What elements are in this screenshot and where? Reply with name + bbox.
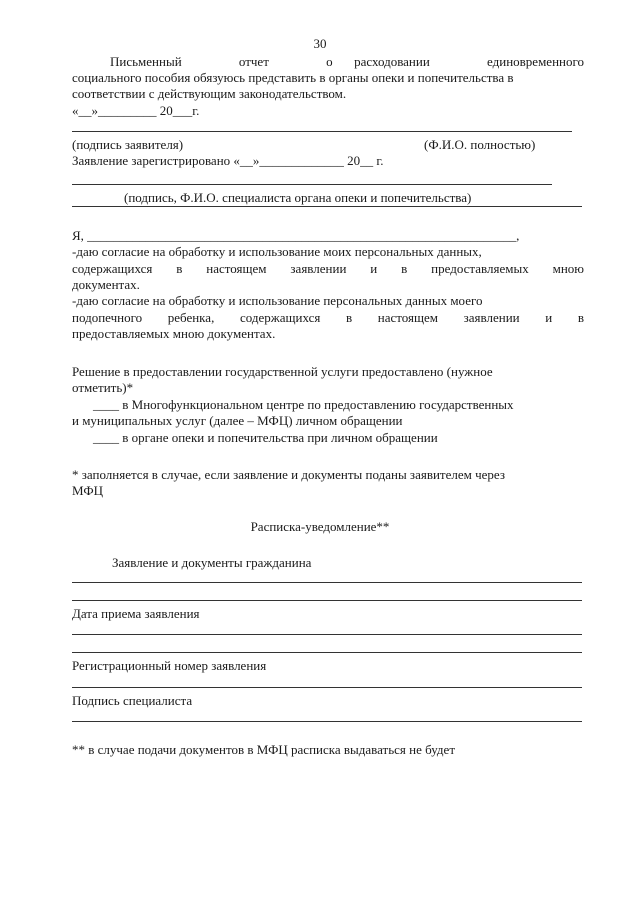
specialist-rule [72, 184, 552, 185]
report-paragraph-line-2: социального пособия обязуюсь представить в органы опеки и попечительства в [72, 70, 514, 85]
report-paragraph-line-3: соответствии с действующим законодательством. [72, 86, 347, 101]
consent-2-line-3: предоставляемых мною документах. [72, 326, 276, 341]
receipt-docs-rule-2 [72, 600, 582, 601]
registered-line: Заявление зарегистрировано «__»_____________ 20__ г. [72, 153, 384, 168]
footnote-1-line-2: МФЦ [72, 483, 104, 498]
report-paragraph-line-1: Письменный отчет о расходовании единовременного [110, 54, 584, 69]
decision-option-guardianship: ____ в органе опеки и попечительства при личном обращении [93, 430, 438, 445]
decision-line-2: отметить)* [72, 380, 134, 395]
consent-2-line-1: -даю согласие на обработку и использование персональных данных моего [72, 293, 483, 308]
consent-1-line-1: -даю согласие на обработку и использование моих персональных данных, [72, 244, 482, 259]
receipt-title: Расписка-уведомление** [250, 519, 390, 534]
report-date-line: «__»_________ 20___г. [72, 103, 200, 118]
decision-option-mfc-line-2: и муниципальных услуг (далее – МФЦ) личном обращении [72, 413, 403, 428]
receipt-sign-rule [72, 721, 582, 722]
consent-2-line-2: подопечного ребенка, содержащихся в настоящем заявлении и в [72, 310, 584, 325]
receipt-reg-rule [72, 687, 582, 688]
decision-option-mfc-line-1: ____ в Многофункциональном центре по предоставлению государственных [93, 397, 514, 412]
consent-start: Я, __________________________________________________________________, [72, 228, 520, 243]
decision-line-1: Решение в предоставлении государственной услуги предоставлено (нужное [72, 364, 493, 379]
receipt-date-rule-2 [72, 652, 582, 653]
page-number: 30 [313, 36, 327, 51]
receipt-reg-label: Регистрационный номер заявления [72, 658, 267, 673]
receipt-date-rule-1 [72, 634, 582, 635]
receipt-docs-rule-1 [72, 582, 582, 583]
footnote-2: ** в случае подачи документов в МФЦ расписка выдаваться не будет [72, 742, 455, 757]
specialist-caption-underline [72, 206, 582, 207]
consent-1-line-3: документах. [72, 277, 140, 292]
footnote-1-line-1: * заполняется в случае, если заявление и документы поданы заявителем через [72, 467, 505, 482]
applicant-signature-caption: (подпись заявителя) [72, 137, 184, 152]
receipt-docs-label: Заявление и документы гражданина [112, 555, 312, 570]
signature-rule [72, 131, 572, 132]
receipt-sign-label: Подпись специалиста [72, 693, 193, 708]
full-name-caption: (Ф.И.О. полностью) [424, 137, 536, 152]
consent-1-line-2: содержащихся в настоящем заявлении и в предоставляемых мною [72, 261, 584, 276]
specialist-caption: (подпись, Ф.И.О. специалиста органа опеки и попечительства) [124, 190, 472, 205]
receipt-date-label: Дата приема заявления [72, 606, 200, 621]
